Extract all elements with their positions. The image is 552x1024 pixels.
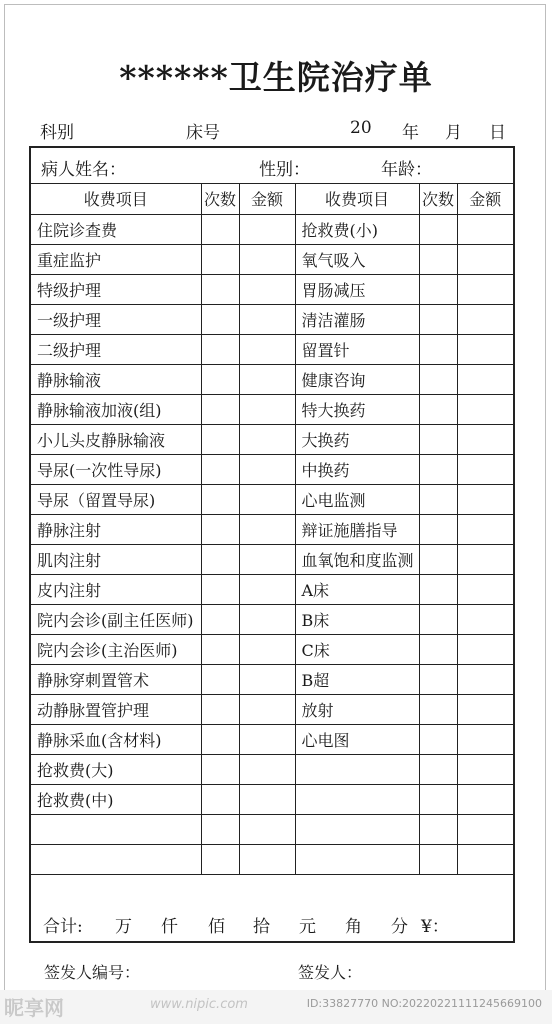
count-right-cell	[419, 694, 457, 724]
amount-left-cell	[239, 694, 295, 724]
count-left-cell	[201, 664, 239, 694]
watermark-logo: 昵享网	[4, 996, 64, 1020]
item-right	[295, 814, 419, 844]
count-right-cell	[419, 814, 457, 844]
count-left-cell	[201, 754, 239, 784]
amount-right-cell	[457, 304, 513, 334]
table-row	[31, 814, 513, 844]
amount-left-cell	[239, 514, 295, 544]
item-right: C床	[295, 634, 419, 664]
item-left	[31, 814, 201, 844]
year-prefix: 20	[350, 118, 372, 138]
table-row	[31, 424, 513, 454]
table-row	[31, 844, 513, 874]
count-right-cell	[419, 544, 457, 574]
count-right-cell	[419, 724, 457, 754]
amount-left-cell	[239, 214, 295, 244]
item-left: 重症监护	[31, 244, 201, 274]
amount-right-cell	[457, 484, 513, 514]
count-right-cell	[419, 514, 457, 544]
table-row	[31, 754, 513, 784]
amount-right-cell	[457, 454, 513, 484]
total-bai: 佰	[208, 917, 225, 937]
amount-left-cell	[239, 724, 295, 754]
table-row	[31, 634, 513, 664]
amount-right-cell	[457, 514, 513, 544]
table-row	[31, 214, 513, 244]
amount-left-cell	[239, 634, 295, 664]
item-right	[295, 784, 419, 814]
item-left: 院内会诊(主治医师)	[31, 634, 201, 664]
item-left: 静脉输液加液(组)	[31, 394, 201, 424]
item-left: 一级护理	[31, 304, 201, 334]
table-row	[31, 604, 513, 634]
fee-table	[31, 184, 513, 875]
amount-right-cell	[457, 334, 513, 364]
item-left: 住院诊查费	[31, 214, 201, 244]
item-left: 特级护理	[31, 274, 201, 304]
item-right	[295, 844, 419, 874]
table-row	[31, 694, 513, 724]
issuer-label: 签发人：	[298, 963, 363, 982]
amount-left-cell	[239, 394, 295, 424]
item-right: 血氧饱和度监测	[295, 544, 419, 574]
count-right-cell	[419, 844, 457, 874]
count-right-cell	[419, 574, 457, 604]
count-right-cell	[419, 364, 457, 394]
total-qian: 仟	[161, 917, 178, 937]
amount-left-cell	[239, 244, 295, 274]
header-count-left: 次数	[201, 184, 239, 214]
count-right-cell	[419, 454, 457, 484]
patient-name-label: 病人姓名：	[41, 160, 126, 180]
total-label: 合计:	[43, 917, 83, 937]
table-row	[31, 274, 513, 304]
item-left: 静脉注射	[31, 514, 201, 544]
header-amount-left: 金额	[239, 184, 295, 214]
amount-right-cell	[457, 244, 513, 274]
count-left-cell	[201, 364, 239, 394]
item-right: 中换药	[295, 454, 419, 484]
header-item-right: 收费项目	[295, 184, 419, 214]
item-right: 大换药	[295, 424, 419, 454]
count-left-cell	[201, 544, 239, 574]
item-left: 静脉采血(含材料)	[31, 724, 201, 754]
item-right: 氧气吸入	[295, 244, 419, 274]
header-item-left: 收费项目	[31, 184, 201, 214]
amount-right-cell	[457, 544, 513, 574]
count-left-cell	[201, 334, 239, 364]
amount-right-cell	[457, 724, 513, 754]
amount-right-cell	[457, 664, 513, 694]
count-left-cell	[201, 454, 239, 484]
department-label: 科别	[40, 123, 74, 143]
item-right: B床	[295, 604, 419, 634]
amount-left-cell	[239, 664, 295, 694]
amount-left-cell	[239, 424, 295, 454]
amount-right-cell	[457, 754, 513, 784]
count-left-cell	[201, 604, 239, 634]
total-row	[31, 905, 513, 941]
amount-left-cell	[239, 274, 295, 304]
count-right-cell	[419, 334, 457, 364]
table-row	[31, 664, 513, 694]
item-right: 清洁灌肠	[295, 304, 419, 334]
total-fen: 分	[391, 917, 408, 937]
item-right: 心电图	[295, 724, 419, 754]
amount-left-cell	[239, 574, 295, 604]
amount-right-cell	[457, 634, 513, 664]
table-header-row	[31, 184, 513, 214]
year-label: 年	[402, 123, 419, 143]
table-row	[31, 244, 513, 274]
table-row	[31, 454, 513, 484]
amount-left-cell	[239, 484, 295, 514]
item-left: 抢救费(中)	[31, 784, 201, 814]
table-row	[31, 394, 513, 424]
count-right-cell	[419, 394, 457, 424]
amount-right-cell	[457, 274, 513, 304]
amount-left-cell	[239, 754, 295, 784]
table-row	[31, 724, 513, 754]
amount-left-cell	[239, 604, 295, 634]
amount-left-cell	[239, 454, 295, 484]
amount-left-cell	[239, 304, 295, 334]
amount-left-cell	[239, 364, 295, 394]
amount-right-cell	[457, 364, 513, 394]
count-right-cell	[419, 604, 457, 634]
item-right: 心电监测	[295, 484, 419, 514]
total-shi: 拾	[253, 917, 270, 937]
item-left: 导尿（留置导尿)	[31, 484, 201, 514]
item-left: 静脉穿刺置管术	[31, 664, 201, 694]
amount-left-cell	[239, 334, 295, 364]
count-left-cell	[201, 274, 239, 304]
count-right-cell	[419, 664, 457, 694]
item-left: 小儿头皮静脉输液	[31, 424, 201, 454]
count-left-cell	[201, 394, 239, 424]
item-right: 健康咨询	[295, 364, 419, 394]
count-left-cell	[201, 514, 239, 544]
count-left-cell	[201, 214, 239, 244]
count-left-cell	[201, 724, 239, 754]
count-right-cell	[419, 304, 457, 334]
count-left-cell	[201, 694, 239, 724]
header-count-right: 次数	[419, 184, 457, 214]
item-right: 放射	[295, 694, 419, 724]
treatment-form	[29, 146, 515, 943]
day-label: 日	[489, 123, 506, 143]
form-title: ******卫生院治疗单	[119, 58, 433, 97]
item-left: 静脉输液	[31, 364, 201, 394]
amount-right-cell	[457, 214, 513, 244]
count-right-cell	[419, 214, 457, 244]
table-row	[31, 364, 513, 394]
header-amount-right: 金额	[457, 184, 513, 214]
amount-right-cell	[457, 424, 513, 454]
watermark-url: www.nipic.com	[150, 997, 248, 1012]
item-right: 特大换药	[295, 394, 419, 424]
amount-right-cell	[457, 694, 513, 724]
item-right: B超	[295, 664, 419, 694]
table-row	[31, 544, 513, 574]
count-left-cell	[201, 844, 239, 874]
table-row	[31, 334, 513, 364]
table-row	[31, 484, 513, 514]
total-wan: 万	[115, 917, 132, 937]
patient-gender-label: 性别：	[259, 160, 310, 180]
count-right-cell	[419, 634, 457, 664]
item-left: 导尿(一次性导尿)	[31, 454, 201, 484]
item-left: 抢救费(大)	[31, 754, 201, 784]
table-row	[31, 304, 513, 334]
table-row	[31, 784, 513, 814]
count-right-cell	[419, 244, 457, 274]
issuer-id-label: 签发人编号：	[44, 963, 141, 982]
item-left	[31, 844, 201, 874]
month-label: 月	[445, 123, 462, 143]
count-left-cell	[201, 304, 239, 334]
item-right: 辩证施膳指导	[295, 514, 419, 544]
amount-right-cell	[457, 394, 513, 424]
count-left-cell	[201, 424, 239, 454]
amount-left-cell	[239, 784, 295, 814]
count-left-cell	[201, 574, 239, 604]
count-left-cell	[201, 784, 239, 814]
watermark-id: ID:33827770 NO:20220221111245669100	[306, 997, 542, 1010]
item-left: 院内会诊(副主任医师)	[31, 604, 201, 634]
total-yuan: 元	[299, 917, 316, 937]
total-yen: ¥：	[421, 917, 449, 937]
patient-age-label: 年龄：	[381, 160, 432, 180]
amount-left-cell	[239, 814, 295, 844]
amount-left-cell	[239, 844, 295, 874]
amount-right-cell	[457, 784, 513, 814]
item-left: 肌肉注射	[31, 544, 201, 574]
count-left-cell	[201, 634, 239, 664]
item-left: 动静脉置管护理	[31, 694, 201, 724]
amount-left-cell	[239, 544, 295, 574]
item-left: 皮内注射	[31, 574, 201, 604]
item-right: A床	[295, 574, 419, 604]
total-jiao: 角	[345, 917, 362, 937]
item-right: 胃肠减压	[295, 274, 419, 304]
item-right	[295, 754, 419, 784]
patient-info-row	[31, 148, 513, 184]
table-row	[31, 514, 513, 544]
count-left-cell	[201, 244, 239, 274]
count-right-cell	[419, 274, 457, 304]
count-right-cell	[419, 424, 457, 454]
count-right-cell	[419, 754, 457, 784]
count-left-cell	[201, 484, 239, 514]
amount-right-cell	[457, 604, 513, 634]
item-right: 抢救费(小)	[295, 214, 419, 244]
table-row	[31, 574, 513, 604]
amount-right-cell	[457, 844, 513, 874]
count-right-cell	[419, 784, 457, 814]
count-left-cell	[201, 814, 239, 844]
item-right: 留置针	[295, 334, 419, 364]
count-right-cell	[419, 484, 457, 514]
bed-label: 床号	[186, 123, 220, 143]
amount-right-cell	[457, 574, 513, 604]
amount-right-cell	[457, 814, 513, 844]
item-left: 二级护理	[31, 334, 201, 364]
